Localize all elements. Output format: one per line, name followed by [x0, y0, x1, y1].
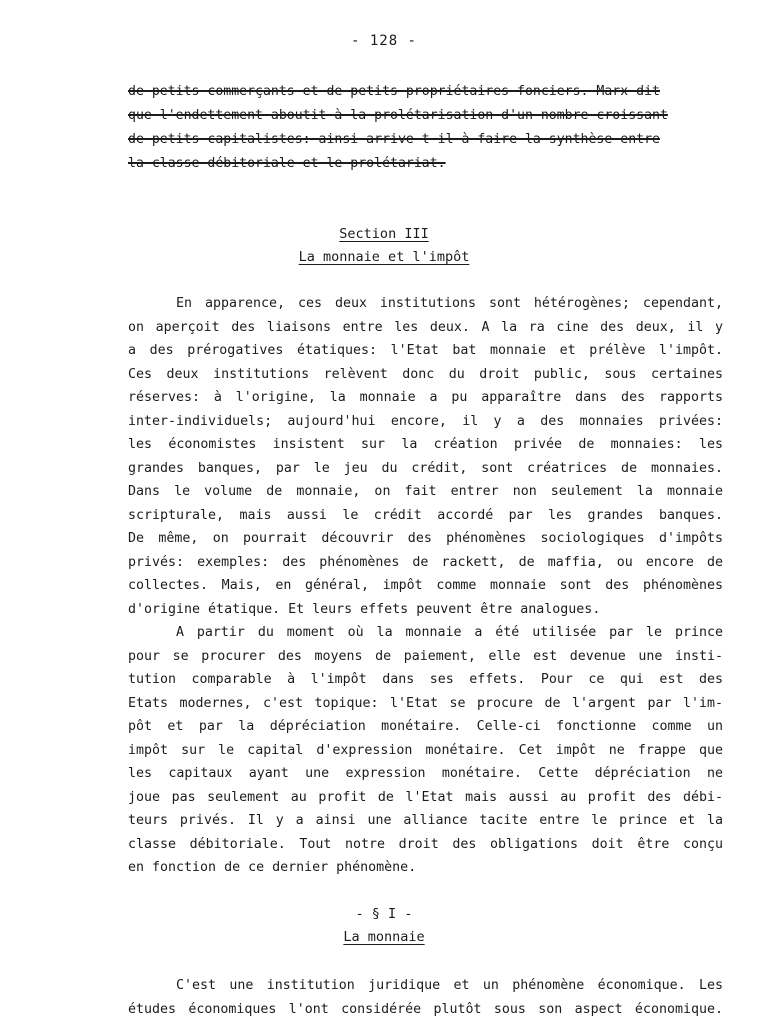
text-line: teurs privés. Il y a ainsi une alliance tacite entre le prince et la — [128, 813, 723, 828]
page-number: - 128 - — [350, 33, 417, 49]
text-line: a des prérogatives étatiques: l'Etat bat monnaie et prélève l'impôt. — [128, 343, 723, 358]
paragraph-3 — [128, 974, 723, 1021]
text-line: classe débitoriale. Tout notre droit des obligations doit être conçu — [128, 836, 723, 852]
text-line: pôt et par la dépréciation monétaire. Celle-ci fonctionne comme un — [128, 719, 723, 734]
text-line: En apparence, ces deux institutions sont hétérogènes; cependant, — [176, 296, 723, 311]
text-line: C'est une institution juridique et un phénomène économique. Les — [176, 978, 723, 993]
section-subtitle — [0, 249, 768, 265]
struck-line: de petits commerçants et de petits propriétaires fonciers. Marx dit — [128, 84, 660, 99]
struck-through-paragraph — [128, 80, 718, 176]
text-line: A partir du moment où la monnaie a été utilisée par le prince — [176, 625, 723, 640]
subsection-title: - § I - — [355, 906, 413, 922]
subsection-subtitle-text: La monnaie — [343, 929, 425, 945]
text-line: études économiques l'ont considérée plutôt sous son aspect économique. — [128, 1001, 723, 1017]
text-line: grandes banques, par le jeu du crédit, sont créatrices de monnaies. — [128, 460, 723, 476]
struck-line: la classe débitoriale et le prolétariat. — [128, 156, 446, 171]
text-line: inter-individuels; aujourd'hui encore, il y a des monnaies privées: — [128, 413, 723, 429]
text-line: Ces deux institutions relèvent donc du droit public, sous certaines — [128, 366, 723, 382]
paragraph-1 — [128, 292, 723, 621]
text-line: pour se procurer des moyens de paiement, elle est devenue une insti- — [128, 648, 723, 664]
text-line: réserves: à l'origine, la monnaie a pu apparaître dans des rapports — [128, 390, 723, 405]
section-title-text: Section III — [339, 226, 429, 242]
text-line: privés: exemples: des phénomènes de rackett, de maffia, ou encore de — [128, 554, 723, 570]
text-line: les économistes insistent sur la création privée de monnaies: les — [128, 437, 723, 452]
text-line: les capitaux ayant une expression monétaire. Cette dépréciation ne — [128, 766, 723, 781]
struck-line: que l'endettement aboutit à la prolétarisation d'un nombre croissant — [128, 108, 668, 123]
text-line: d'origine étatique. Et leurs effets peuvent être analogues. — [128, 601, 601, 617]
section-subtitle-text: La monnaie et l'impôt — [298, 249, 470, 265]
text-line: scripturale, mais aussi le crédit accordé par les grandes banques. — [128, 507, 723, 523]
struck-line: de petits capitalistes: ainsi arrive-t-il à faire la synthèse entre — [128, 132, 660, 147]
paragraph-2 — [128, 621, 723, 880]
text-line: Dans le volume de monnaie, on fait entrer non seulement la monnaie — [128, 484, 723, 499]
text-line: on aperçoit des liaisons entre les deux. A la ra cine des deux, il y — [128, 319, 723, 335]
text-line: Etats modernes, c'est topique: l'Etat se procure de l'argent par l'im- — [128, 695, 723, 711]
section-title — [0, 226, 768, 242]
text-line: tution comparable à l'impôt dans ses effets. Pour ce qui est des — [128, 672, 723, 687]
text-line: joue pas seulement au profit de l'Etat mais aussi au profit des débi- — [128, 789, 723, 805]
text-line: en fonction de ce dernier phénomène. — [128, 860, 417, 875]
text-line: impôt sur le capital d'expression monétaire. Cet impôt ne frappe que — [128, 742, 723, 758]
text-line: De même, on pourrait découvrir des phénomènes sociologiques d'impôts — [128, 531, 723, 546]
subsection-subtitle — [0, 929, 768, 945]
text-line: collectes. Mais, en général, impôt comme monnaie sont des phénomènes — [128, 578, 723, 593]
